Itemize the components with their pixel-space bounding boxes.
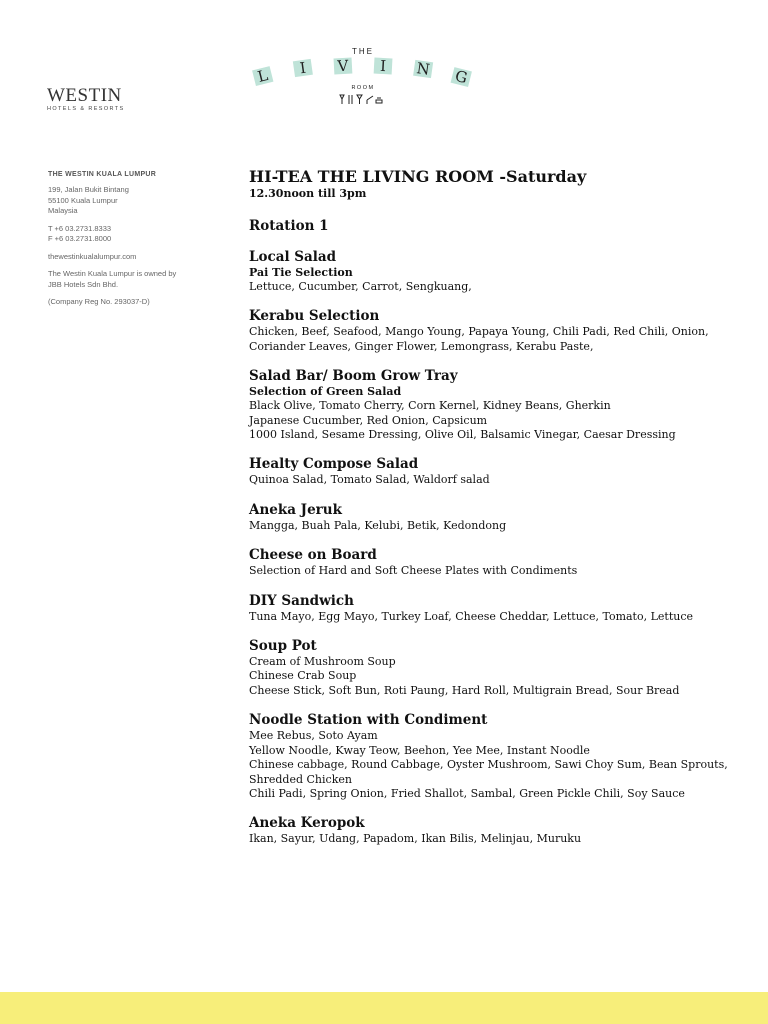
section-item-line: Mee Rebus, Soto Ayam	[249, 729, 378, 743]
section-title: Aneka Jeruk	[249, 501, 342, 518]
section-item-line: Ikan, Sayur, Udang, Papadom, Ikan Bilis, Melinjau, Muruku	[249, 832, 582, 846]
footer-band	[0, 992, 768, 1024]
logo-letter-tile	[333, 57, 352, 76]
company-reg: (Company Reg No. 293037-D)	[48, 297, 150, 306]
section-title: Healty Compose Salad	[249, 456, 419, 473]
section-item-line: Tuna Mayo, Egg Mayo, Turkey Loaf, Cheese Cheddar, Lettuce, Tomato, Lettuce	[249, 609, 694, 623]
menu-time: 12.30noon till 3pm	[249, 187, 367, 200]
address-line: Malaysia	[48, 206, 78, 215]
logo-the: THE	[352, 47, 374, 56]
section-item-line: Cream of Mushroom Soup	[249, 655, 396, 669]
owner-line: The Westin Kuala Lumpur is owned by	[48, 269, 177, 278]
section-title: Salad Bar/ Boom Grow Tray	[249, 368, 458, 385]
logo-letter-tile	[413, 59, 433, 79]
section-item-line: Coriander Leaves, Ginger Flower, Lemongrass, Kerabu Paste,	[249, 339, 594, 353]
section-item-line: Quinoa Salad, Tomato Salad, Waldorf salad	[249, 473, 490, 487]
logo-letter-tile	[374, 57, 393, 76]
menu-section	[249, 638, 749, 698]
section-title: Aneka Keropok	[249, 815, 365, 832]
section-item-line: Selection of Hard and Soft Cheese Plates with Condiments	[249, 564, 578, 578]
section-item-line: Chinese cabbage, Round Cabbage, Oyster Mushroom, Sawi Choy Sum, Bean Sprouts,	[249, 758, 728, 772]
menu-sections	[249, 249, 749, 847]
address-line: 199, Jalan Bukit Bintang	[48, 185, 129, 194]
phone-number: T +6 03.2731.8333	[48, 223, 112, 233]
section-item-line: Chinese Crab Soup	[249, 669, 357, 683]
living-room-logo	[248, 42, 478, 112]
logo-letter: V	[337, 56, 349, 76]
menu-title: HI-TEA THE LIVING ROOM -Saturday	[249, 167, 587, 186]
logo-letter-tile	[252, 65, 274, 87]
section-item-line: Chicken, Beef, Seafood, Mango Young, Papaya Young, Chili Padi, Red Chili, Onion,	[249, 325, 709, 339]
section-title: Soup Pot	[249, 638, 317, 655]
owner-line: JBB Hotels Sdn Bhd.	[48, 279, 119, 289]
section-title: Kerabu Selection	[249, 308, 380, 325]
menu-section	[249, 712, 749, 801]
logo-letter-tile	[293, 58, 313, 78]
rotation-label: Rotation 1	[249, 218, 329, 234]
section-item-line: Shredded Chicken	[249, 772, 352, 786]
section-item-line: 1000 Island, Sesame Dressing, Olive Oil, Balsamic Vinegar, Caesar Dressing	[249, 428, 676, 442]
section-subtitle: Pai Tie Selection	[249, 266, 353, 279]
logo-letter: I	[379, 56, 387, 76]
hotel-address-sidebar	[48, 171, 218, 308]
menu-content	[249, 167, 749, 847]
section-item-line: Japanese Cucumber, Red Onion, Capsicum	[249, 413, 488, 427]
address-line: 55100 Kuala Lumpur	[48, 195, 118, 205]
fax-number: F +6 03.2731.8000	[48, 234, 112, 243]
logo-letter: I	[298, 58, 308, 78]
section-item-line: Cheese Stick, Soft Bun, Roti Paung, Hard Roll, Multigrain Bread, Sour Bread	[249, 683, 680, 697]
menu-section	[249, 456, 749, 487]
section-item-line: Lettuce, Cucumber, Carrot, Sengkuang,	[249, 280, 472, 293]
logo-letter: N	[415, 59, 431, 79]
menu-section	[249, 593, 749, 624]
menu-section	[249, 249, 749, 294]
logo-letter: G	[453, 66, 470, 88]
westin-logo-name: WESTIN	[47, 85, 122, 106]
menu-section	[249, 502, 749, 533]
menu-section	[249, 547, 749, 578]
logo-letter-tile	[450, 66, 472, 88]
logo-letter: L	[255, 66, 270, 86]
logo-room: ROOM	[351, 85, 375, 91]
section-title: Local Salad	[249, 249, 337, 265]
section-item-line: Yellow Noodle, Kway Teow, Beehon, Yee Mee, Instant Noodle	[249, 743, 590, 757]
westin-logo-subtitle: HOTELS & RESORTS	[47, 106, 125, 112]
website-link[interactable]: thewestinkualalumpur.com	[48, 251, 137, 261]
westin-logo	[47, 86, 125, 112]
section-item-line: Black Olive, Tomato Cherry, Corn Kernel, Kidney Beans, Gherkin	[249, 399, 611, 413]
menu-section	[249, 368, 749, 442]
menu-section	[249, 308, 749, 354]
section-subtitle: Selection of Green Salad	[249, 385, 402, 399]
hotel-name: THE WESTIN KUALA LUMPUR	[48, 171, 157, 178]
section-title: DIY Sandwich	[249, 592, 354, 609]
section-item-line: Chili Padi, Spring Onion, Fried Shallot, Sambal, Green Pickle Chili, Soy Sauce	[249, 786, 685, 800]
section-title: Cheese on Board	[249, 547, 377, 564]
section-item-line: Mangga, Buah Pala, Kelubi, Betik, Kedondong	[249, 518, 507, 532]
menu-section	[249, 815, 749, 846]
section-title: Noodle Station with Condiment	[249, 712, 488, 729]
cutlery-icon	[340, 95, 382, 104]
